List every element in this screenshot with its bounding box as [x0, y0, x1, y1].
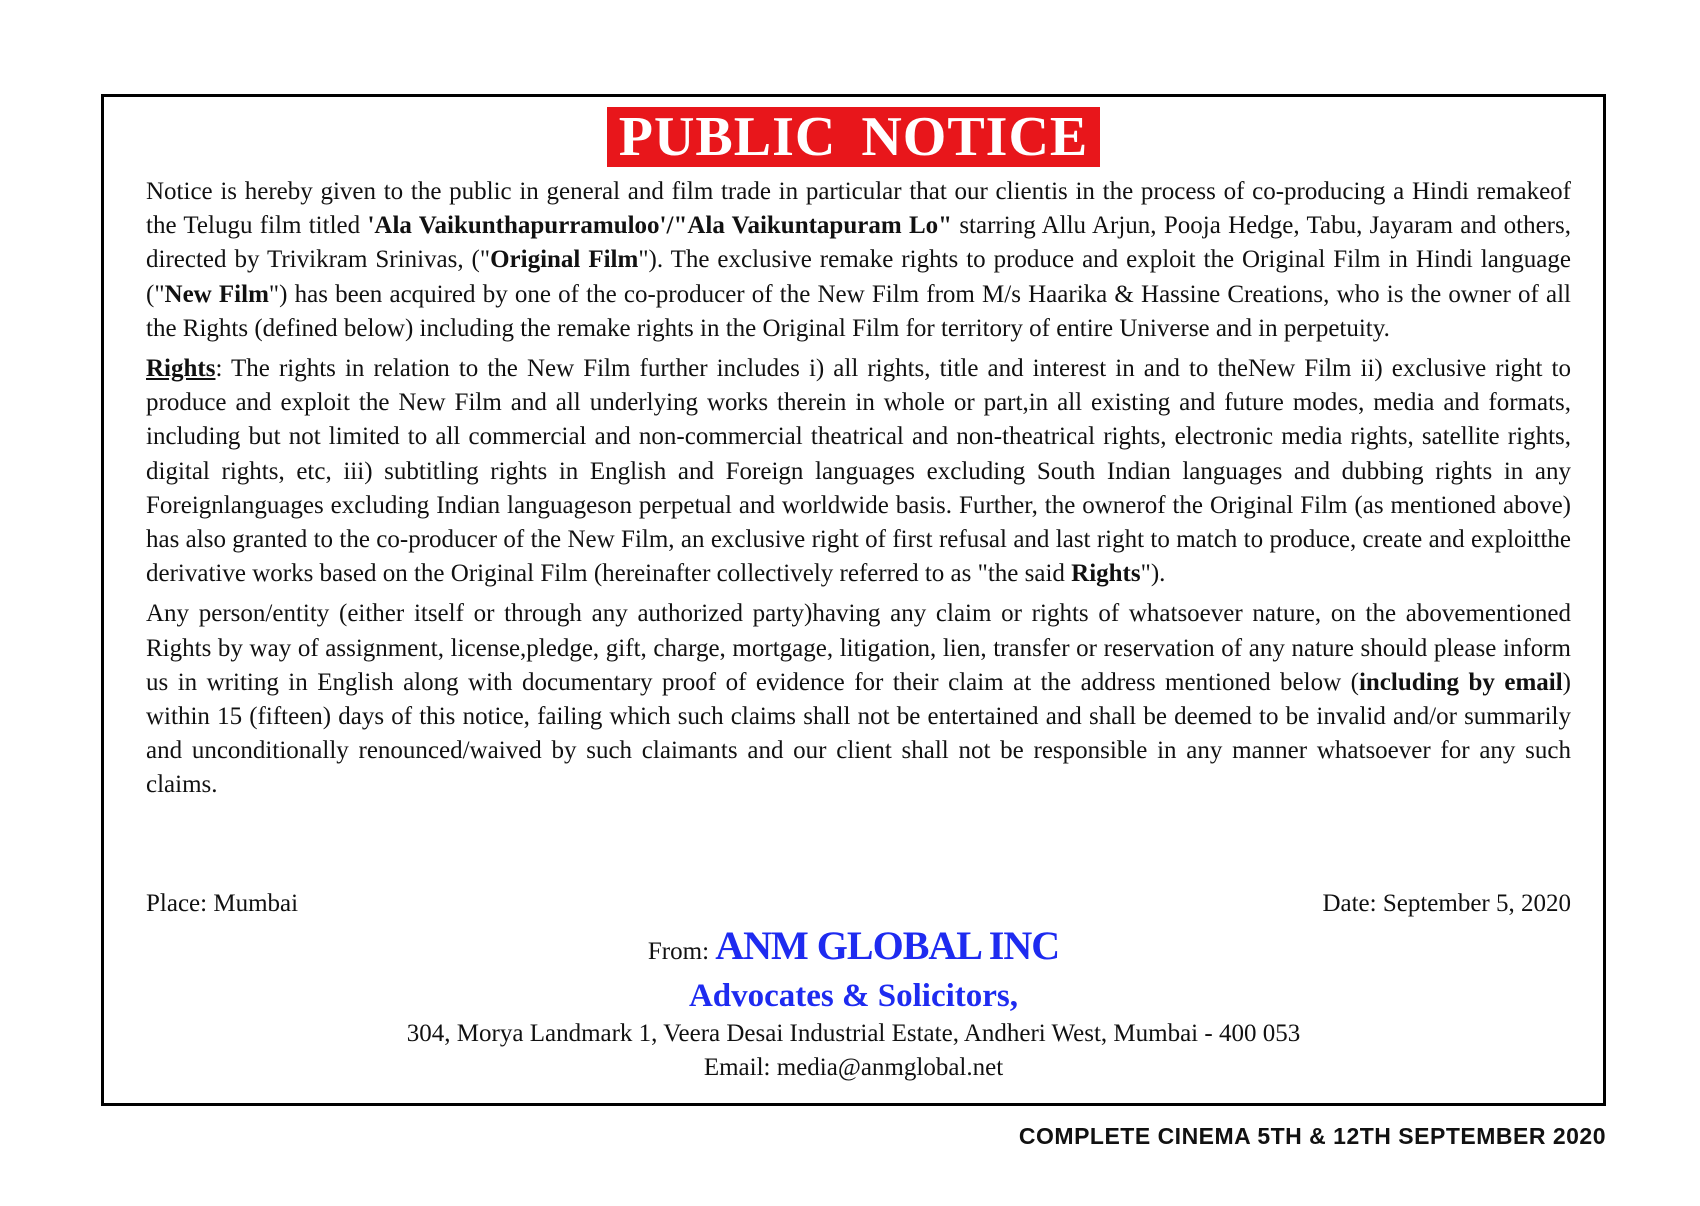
publication-footer: COMPLETE CINEMA 5TH & 12TH SEPTEMBER 2020 [1018, 1123, 1606, 1149]
rights-bold: Rights [1071, 560, 1141, 588]
intro-text-4: ") has been acquired by one of the co-producer of the New Film from M/s Haarika & Hassine Creations, who is the owner of all the Rights (defined below) including the remake rights in the Original Film for territory of entire Universe and in perpetuity. [146, 280, 1571, 342]
firm-email: Email: media@anmglobal.net [703, 1054, 1004, 1081]
notice-title: PUBLIC NOTICE [607, 107, 1101, 167]
claims-text-2: ) within 15 (fifteen) days of this notice, failing which such claims shall not be entertained and shall be deemed to be invalid and/or summarily and unconditionally renounced/waived by such claimants and our client shall not be responsible in any manner whatsoever for any such claims. [146, 668, 1571, 799]
from-line [104, 923, 1603, 975]
claims-text-1: Any person/entity (either itself or through any authorized party)having any claim or rights of whatsoever nature, on the abovementioned Rights by way of assignment, license,pledge, gift, charge, mortgage, litigation, lien, transfer or reservation of any nature should please inform us in writing in English along with documentary proof of evidence for their claim at the address mentioned below ( [146, 600, 1571, 696]
date-text: Date: September 5, 2020 [1322, 890, 1571, 917]
place-date-row [146, 887, 1571, 921]
from-label: From: [647, 938, 716, 965]
rights-text-1: : The rights in relation to the New Film further includes i) all rights, title and interest in and to theNew Film ii) exclusive right to produce and exploit the New Film and all underlying works therein in whole or part,in all existing and future modes, media and formats, including but not limited to all commercial and non-commercial theatrical and non-theatrical rights, electronic media rights, satellite rights, digital rights, etc, iii) subtitling rights in English and Foreign languages excluding South Indian languages and dubbing rights in any Foreignlanguages excluding Indian languageson perpetual and worldwide basis. Further, the ownerof the Original Film (as mentioned above) has also granted to the co-producer of the New Film, an exclusive right of first refusal and last right to match to produce, create and exploitthe derivative works based on the Original Film (hereinafter collectively referred to as "the said [146, 355, 1571, 588]
firm-subtitle: Advocates & Solicitors, [688, 978, 1019, 1014]
sender-block [104, 923, 1603, 1085]
paragraph-claims [146, 597, 1571, 802]
firm-name: ANM GLOBAL INC [715, 923, 1060, 968]
rights-heading: Rights [146, 355, 216, 383]
intro-text-1: Notice is hereby given to the public in general and film trade in particular that our clientis in the process of co-producing a Hindi remakeof the Telugu film titled [146, 178, 1571, 240]
including-email-bold: including by email [1358, 668, 1563, 696]
place-text: Place: Mumbai [146, 890, 299, 917]
paragraph-intro [146, 175, 1571, 346]
firm-address: 304, Morya Landmark 1, Veera Desai Industrial Estate, Andheri West, Mumbai - 400 053 [406, 1020, 1301, 1047]
paragraph-rights [146, 352, 1571, 591]
intro-text-3: "). The exclusive remake rights to produce and exploit the Original Film in Hindi language (" [146, 246, 1571, 308]
notice-body [146, 175, 1571, 809]
original-film-label: Original Film [490, 246, 639, 274]
intro-text-2: starring Allu Arjun, Pooja Hedge, Tabu, Jayaram and others, directed by Trivikram Srinivas, (" [146, 212, 1571, 274]
new-film-label: New Film [164, 280, 269, 308]
notice-box [101, 94, 1606, 1106]
rights-text-2: "). [1140, 560, 1166, 588]
title-wrap [104, 107, 1603, 167]
film-title: 'Ala Vaikunthapurramuloo'/"Ala Vaikuntapuram Lo" [367, 212, 953, 240]
